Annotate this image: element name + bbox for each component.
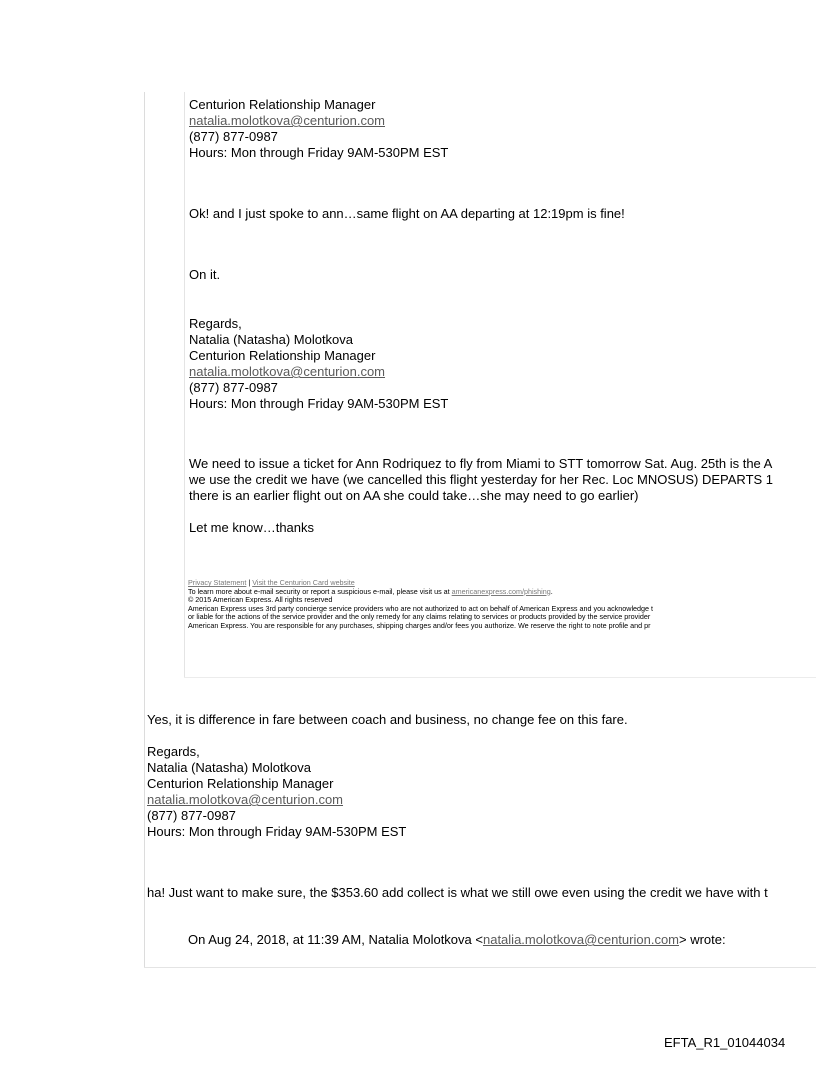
sig1-email-link[interactable]: natalia.molotkova@centurion.com [189,113,386,128]
sig3-hours: Hours: Mon through Friday 9AM-530PM EST [147,824,407,839]
footer-disclaimer-1: American Express uses 3rd party concierge service providers who are not authorized to act on behalf of American Express and you acknowledge t [188,603,654,613]
inner-quote-bottom-border [184,677,816,678]
sig3-name: Natalia (Natasha) Molotkova [147,760,312,775]
message-ticket-line-3: there is an earlier flight out on AA she could take…she may need to go earlier) [189,488,639,503]
footer-copyright: © 2015 American Express. All rights reserved [188,595,333,605]
sig1-phone: (877) 877-0987 [189,129,278,144]
quote-header-suffix: > wrote: [679,932,726,947]
outer-quote-bar [144,92,145,968]
sig2-regards: Regards, [189,316,242,331]
visit-centurion-link[interactable]: Visit the Centurion Card website [252,578,355,587]
legal-footer [188,579,653,631]
message-ha-add-collect: ha! Just want to make sure, the $353.60 add collect is what we still owe even using the credit we have with t [147,885,768,900]
inner-quote-bar [184,92,185,678]
footer-security-text: To learn more about e-mail security or report a suspicious e-mail, please visit us at [188,586,452,596]
sig2-phone: (877) 877-0987 [189,380,278,395]
footer-security-period: . [550,586,553,596]
sig1-title: Centurion Relationship Manager [189,97,376,112]
sig2-email-link[interactable]: natalia.molotkova@centurion.com [189,364,386,379]
footer-disclaimer-2: or liable for the actions of the service provider and the only remedy for any claims relating to services or products provided by the service provider [188,612,651,622]
message-fare-difference: Yes, it is difference in fare between coach and business, no change fee on this fare. [147,712,628,727]
sig3-title: Centurion Relationship Manager [147,776,334,791]
sig2-hours: Hours: Mon through Friday 9AM-530PM EST [189,396,449,411]
sig2-name: Natalia (Natasha) Molotkova [189,332,354,347]
quote-header [188,932,726,948]
message-on-it: On it. [189,267,221,282]
footer-separator: | [246,578,253,587]
outer-quote-bottom-border [144,967,816,968]
quote-header-prefix: On Aug 24, 2018, at 11:39 AM, Natalia Molotkova < [188,932,483,947]
document-id: EFTA_R1_01044034 [664,1035,786,1050]
sig2-title: Centurion Relationship Manager [189,348,376,363]
message-ticket-line-1: We need to issue a ticket for Ann Rodriquez to fly from Miami to STT tomorrow Sat. Aug. 25th is the A [189,456,773,471]
quote-header-email-link[interactable]: natalia.molotkova@centurion.com [482,932,679,947]
message-let-me-know: Let me know…thanks [189,520,315,535]
message-ok: Ok! and I just spoke to ann…same flight on AA departing at 12:19pm is fine! [189,206,625,221]
privacy-statement-link[interactable]: Privacy Statement [188,578,247,587]
sig3-regards: Regards, [147,744,200,759]
sig1-hours: Hours: Mon through Friday 9AM-530PM EST [189,145,449,160]
phishing-link[interactable]: americanexpress.com/phishing [451,586,551,596]
sig3-phone: (877) 877-0987 [147,808,236,823]
footer-disclaimer-3: American Express. You are responsible for any purchases, shipping charges and/or fees you authorize. We reserve the right to note profile and pr [188,620,651,630]
message-ticket-line-2: we use the credit we have (we cancelled this flight yesterday for her Rec. Loc MNOSUS) DEPARTS 1 [189,472,774,487]
sig3-email-link[interactable]: natalia.molotkova@centurion.com [147,792,344,807]
